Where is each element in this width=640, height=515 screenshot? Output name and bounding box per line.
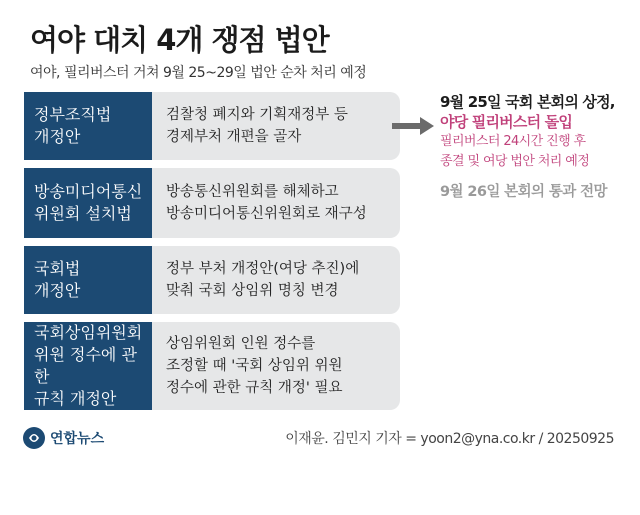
schedule-line-outlook: 9월 26일 본회의 통과 전망 (440, 184, 607, 200)
bill-name: 방송미디어통신 위원회 설치법 (24, 168, 152, 238)
page-title: 여야 대치 4개 쟁점 법안 (30, 23, 329, 57)
yonhap-logo (22, 426, 104, 450)
bill-name: 국회법 개정안 (24, 246, 152, 314)
bill-description: 정부 부처 개정안(여당 추진)에 맞춰 국회 상임위 명칭 변경 (152, 246, 400, 314)
bill-name: 정부조직법 개정안 (24, 92, 152, 160)
credit-line: 이재윤. 김민지 기자 = yoon2@yna.co.kr / 20250925 (285, 431, 614, 447)
logo-text: 연합뉴스 (50, 431, 105, 447)
bill-row (24, 168, 400, 238)
schedule-line-filibuster: 야당 필리버스터 돌입 (440, 113, 573, 131)
schedule-line-plenary: 9월 25일 국회 본회의 상정, (440, 93, 615, 111)
bill-row (24, 92, 400, 160)
schedule-note (440, 92, 640, 202)
schedule-line-process: 필리버스터 24시간 진행 후 종결 및 여당 법안 처리 예정 (440, 134, 590, 169)
page-subtitle: 여야, 필리버스터 거쳐 9월 25~29일 법안 순차 처리 예정 (30, 65, 367, 81)
bill-description: 방송통신위원회를 해체하고 방송미디어통신위원회로 재구성 (152, 168, 400, 238)
bill-name: 국회상임위원회 위원 정수에 관한 규칙 개정안 (24, 322, 152, 410)
bill-description: 검찰청 폐지와 기획재정부 등 경제부처 개편을 골자 (152, 92, 400, 160)
bill-description: 상임위원회 인원 정수를 조정할 때 '국회 상임위 위원 정수에 관한 규칙 개정' 필요 (152, 322, 400, 410)
bill-row (24, 322, 400, 410)
yonhap-logo-icon (22, 426, 46, 450)
right-arrow-icon (392, 116, 436, 136)
bill-row (24, 246, 400, 314)
